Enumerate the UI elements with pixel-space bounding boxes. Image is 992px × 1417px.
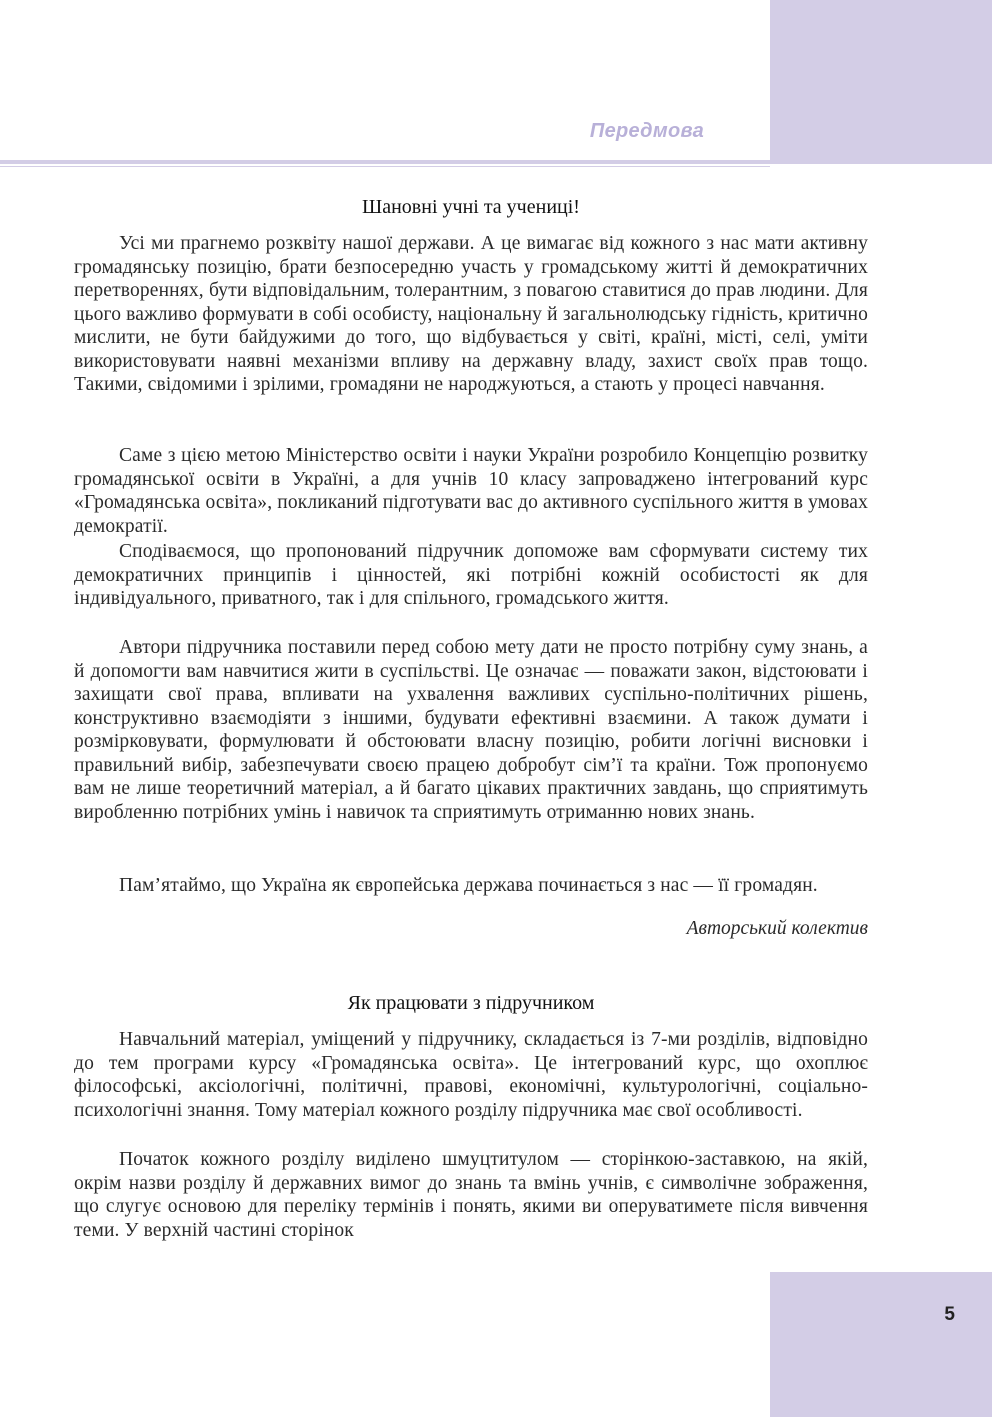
section1-paragraph-2: Саме з цією метою Міністерство освіти і науки України розробило Концепцію розвитку громадянської освіти в Україні, а для учнів 10 класу запроваджено інтегрований курс «Громадянська освіта», покликаний підготувати вас до активного суспільного життя в умовах демократії. xyxy=(74,445,868,537)
section1-paragraph-4: Автори підручника поставили перед собою мету дати не просто потрібну суму знань, а й допомогти вам навчитися жити в суспільстві. Це означає — поважати закон, відстоювати і захищати свої права, впливати на ухвалення важливих суспільно-політичних рішень, конструктивно взаємодіяти з іншими, будувати ефективні взаємини. А також думати і розмірковувати, формулювати й обстоювати власну позицію, робити логічні висновки і правильний вибір, забезпечувати своєю працею добробут сім’ї та країни. Тож пропонуємо вам не лише теоретичний матеріал, а й багато цікавих практичних завдань, що сприятимуть виробленню потрібних умінь і навичок та сприятимуть отриманню нових знань. xyxy=(74,637,868,823)
section1-paragraph-3: Сподіваємося, що пропонований підручник допоможе вам сформувати систему тих демократичних принципів і цінностей, які потрібні кожній особистості як для індивідуального, приватного, так і для спільного, громадського життя. xyxy=(74,541,868,609)
section2-paragraph-2: Початок кожного розділу виділено шмуцтитулом — сторінкою-заставкою, на якій, окрім назви розділу й державних вимог до знань та вмінь учнів, є символічне зображення, що слугує основою для переліку термінів і понять, якими ви оперуватимете після вивчення теми. У верхній частині сторінок xyxy=(74,1149,868,1241)
signature: Авторський колектив xyxy=(686,918,868,939)
section1-paragraph-1: Усі ми прагнемо розквіту нашої держави. А це вимагає від кожного з нас мати активну громадянську позицію, брати безпосередню участь у громадському житті й демократичних перетвореннях, бути відповідальним, толерантним, з повагою ставитися до прав людини. Для цього важливо формувати в собі особисту, національну й загальнолюдську гідність, критично мислити, не бути байдужими до того, що відбувається у світі, країні, місті, селі, уміти використовувати наявні механізми впливу на державну владу, захист своїх прав тощо. Такими, свідомими і зрілими, громадяни не народжуються, а стають у процесі навчання. xyxy=(74,233,868,395)
header-rule-thin xyxy=(0,166,770,167)
header-rule xyxy=(0,160,770,164)
section1-paragraph-5: Пам’ятаймо, що Україна як європейська держава починається з нас — її громадян. xyxy=(119,875,818,896)
section1-heading: Шановні учні та учениці! xyxy=(362,196,580,218)
top-corner-tab xyxy=(770,0,992,164)
page-number: 5 xyxy=(944,1304,955,1325)
section2-paragraph-1: Навчальний матеріал, уміщений у підручнику, складається із 7-ми розділів, відповідно до тем програми курсу «Громадянська освіта». Це інтегрований курс, що охоплює філософські, аксіологічні, політичні, правові, економічні, культурологічні, соціально-психологічні знання. Тому матеріал кожного розділу підручника має свої особливості. xyxy=(74,1029,868,1121)
bottom-corner-tab xyxy=(770,1272,992,1417)
section2-heading: Як працювати з підручником xyxy=(347,992,595,1014)
section-title: Передмова xyxy=(589,120,704,142)
